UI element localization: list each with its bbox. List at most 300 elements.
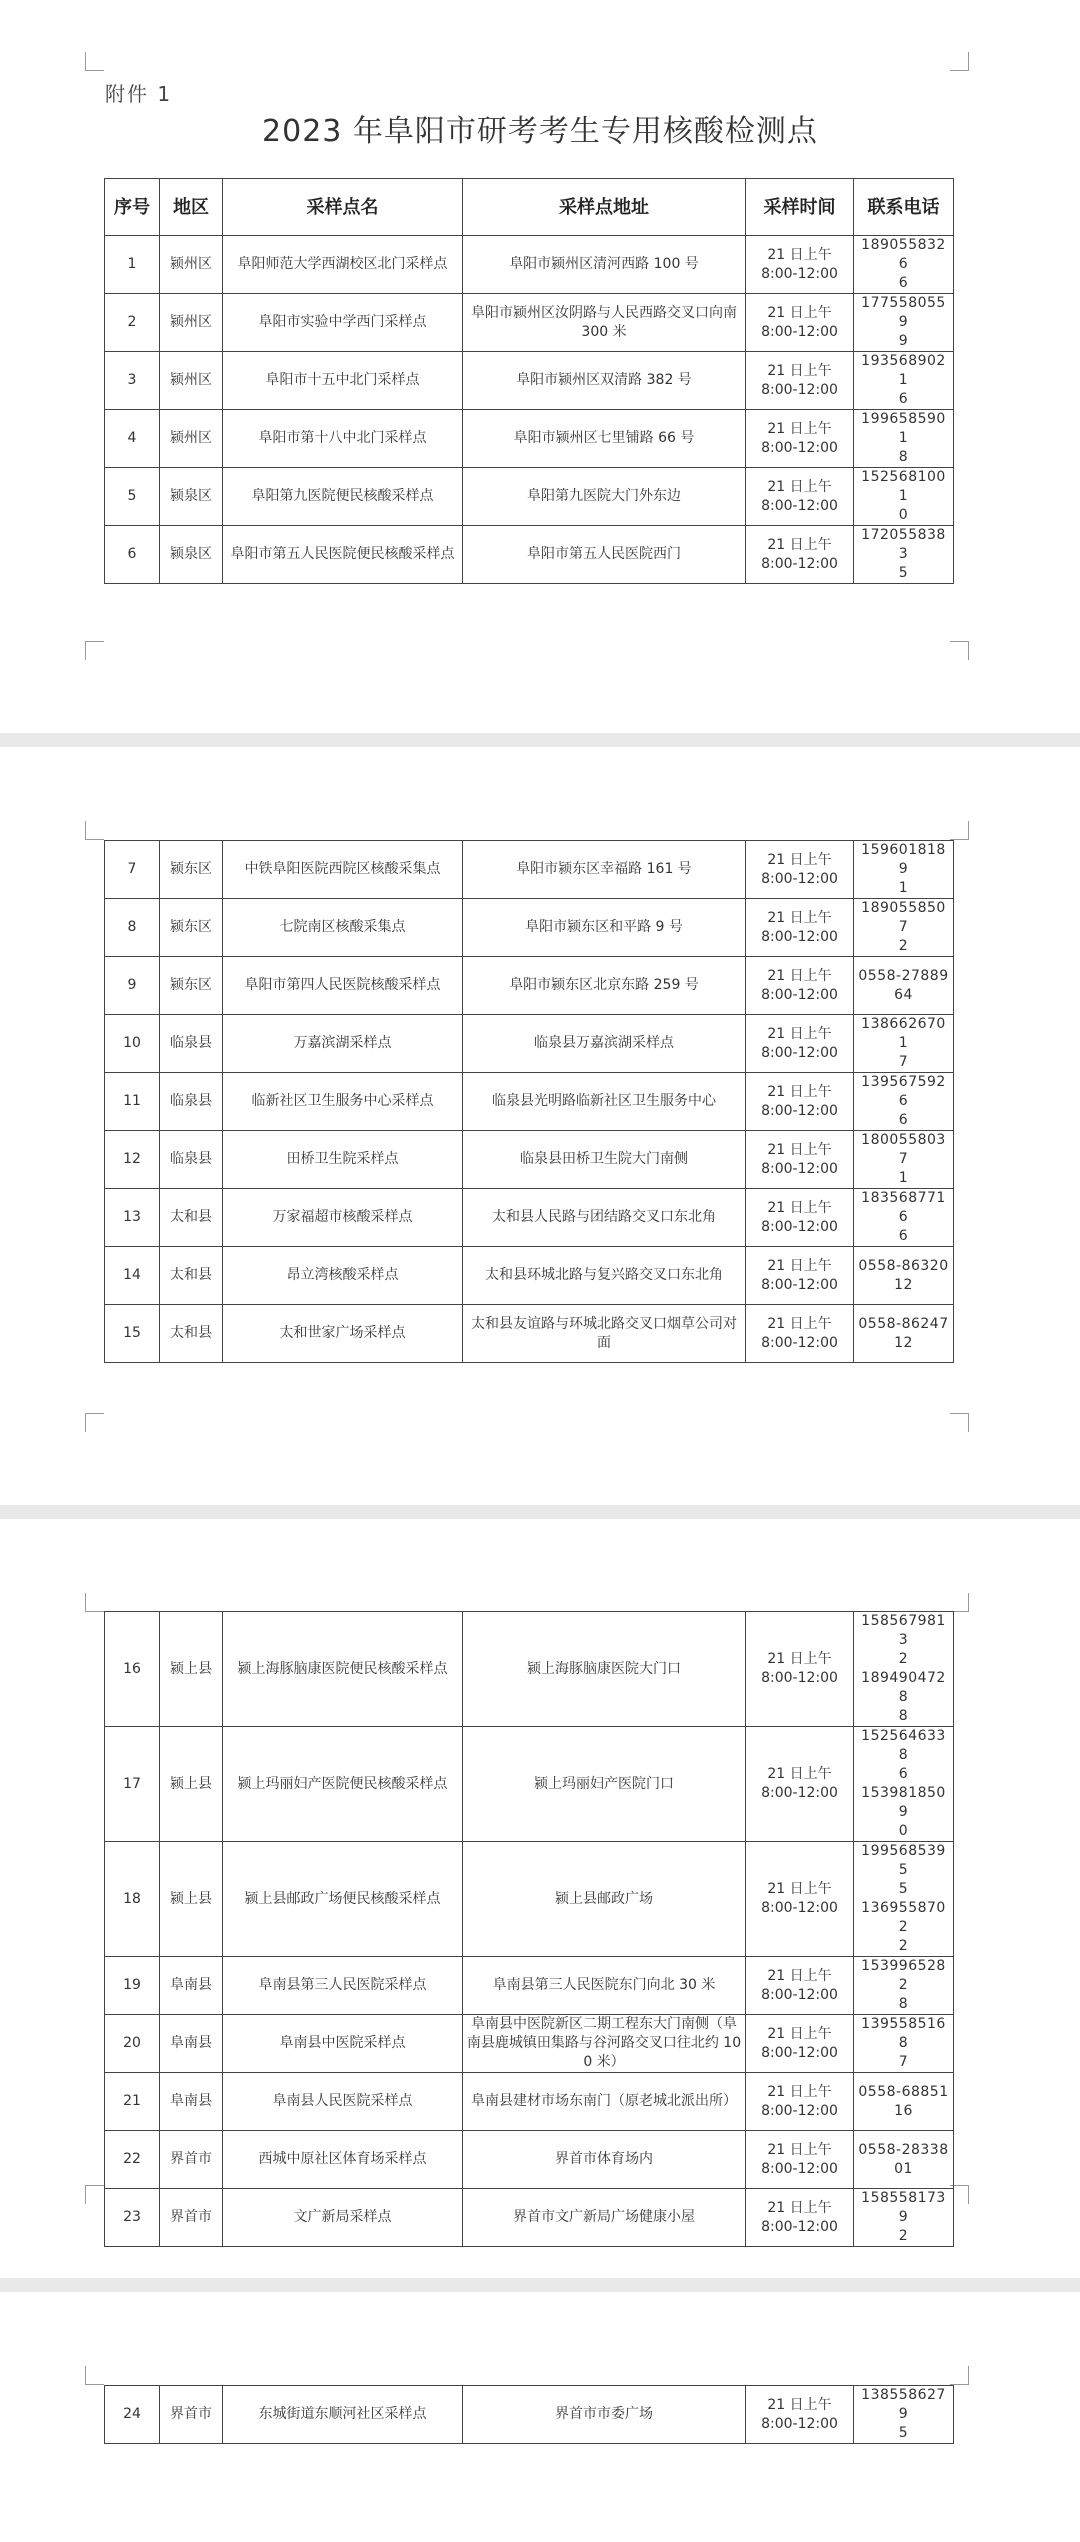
crop-mark <box>950 2366 969 2385</box>
row-site-name: 阜阳市第十八中北门采样点 <box>223 410 463 468</box>
crop-mark <box>85 641 104 660</box>
row-phone <box>854 2189 954 2247</box>
row-time-day: 21 日上午 <box>767 1257 832 1274</box>
row-site-name: 西城中原社区体育场采样点 <box>223 2131 463 2189</box>
row-region: 颍上县 <box>160 1727 223 1842</box>
table-row <box>105 294 954 352</box>
test-site-table-continued <box>104 2385 954 2444</box>
row-region: 界首市 <box>160 2386 223 2444</box>
row-address: 阜南县中医院新区二期工程东大门南侧（阜南县鹿城镇田集路与谷河路交叉口往北约 100 米） <box>463 2015 746 2073</box>
row-phone <box>854 2073 954 2131</box>
row-address: 临泉县万嘉滨湖采样点 <box>463 1015 746 1073</box>
row-time-hours: 8:00-12:00 <box>761 497 838 514</box>
row-time <box>746 2131 854 2189</box>
row-time <box>746 2073 854 2131</box>
row-phone-line: 1835687716 <box>861 1190 946 1225</box>
row-time-hours: 8:00-12:00 <box>761 1276 838 1293</box>
row-region: 颍州区 <box>160 236 223 294</box>
row-region: 临泉县 <box>160 1073 223 1131</box>
row-number: 16 <box>105 1612 160 1727</box>
table-row <box>105 1305 954 1363</box>
row-number: 3 <box>105 352 160 410</box>
row-time-day: 21 日上午 <box>767 2396 832 2413</box>
table-row <box>105 236 954 294</box>
row-time <box>746 236 854 294</box>
row-phone <box>854 1305 954 1363</box>
row-phone <box>854 2386 954 2444</box>
row-address: 临泉县光明路临新社区卫生服务中心 <box>463 1073 746 1131</box>
row-address: 阜阳第九医院大门外东边 <box>463 468 746 526</box>
row-phone <box>854 841 954 899</box>
row-time <box>746 468 854 526</box>
row-time <box>746 1131 854 1189</box>
row-time-hours: 8:00-12:00 <box>761 986 838 1003</box>
row-number: 17 <box>105 1727 160 1842</box>
row-region: 颍州区 <box>160 410 223 468</box>
row-phone2-line: 0 <box>898 1823 909 1839</box>
document-page-1 <box>0 0 1080 733</box>
row-phone-line: 1775580559 <box>861 295 946 330</box>
row-phone-line: 0558-86247 <box>858 1315 949 1332</box>
row-site-name: 阜阳第九医院便民核酸采样点 <box>223 468 463 526</box>
row-phone-line: 1596018189 <box>861 842 946 877</box>
row-phone <box>854 236 954 294</box>
row-time <box>746 1842 854 1957</box>
row-phone-line: 7 <box>898 2054 909 2070</box>
row-phone-line: 9 <box>898 333 909 349</box>
row-address: 阜阳市颍州区七里铺路 66 号 <box>463 410 746 468</box>
row-phone-line: 01 <box>894 2160 913 2177</box>
row-region: 界首市 <box>160 2131 223 2189</box>
row-number: 2 <box>105 294 160 352</box>
row-site-name: 中铁阜阳医院西院区核酸采集点 <box>223 841 463 899</box>
row-phone <box>854 294 954 352</box>
row-time-day: 21 日上午 <box>767 1025 832 1042</box>
row-address: 阜南县第三人民医院东门向北 30 米 <box>463 1957 746 2015</box>
row-phone2-line: 1894904728 <box>861 1670 946 1705</box>
row-region: 颍东区 <box>160 841 223 899</box>
row-phone-line: 7 <box>898 1054 909 1070</box>
row-address: 阜阳市第五人民医院西门 <box>463 526 746 584</box>
crop-mark <box>950 1413 969 1432</box>
row-address: 太和县友谊路与环城北路交叉口烟草公司对面 <box>463 1305 746 1363</box>
table-row <box>105 468 954 526</box>
row-address: 临泉县田桥卫生院大门南侧 <box>463 1131 746 1189</box>
row-time <box>746 352 854 410</box>
row-time-hours: 8:00-12:00 <box>761 1218 838 1235</box>
row-phone-line: 5 <box>898 1881 909 1897</box>
row-phone <box>854 899 954 957</box>
row-phone-line: 1585581739 <box>861 2190 946 2225</box>
row-phone-line: 0558-28338 <box>858 2141 949 2158</box>
row-time-day: 21 日上午 <box>767 362 832 379</box>
row-number: 21 <box>105 2073 160 2131</box>
row-time-day: 21 日上午 <box>767 536 832 553</box>
row-phone-line: 1890558507 <box>861 900 946 935</box>
row-site-name: 阜南县人民医院采样点 <box>223 2073 463 2131</box>
table-row <box>105 1131 954 1189</box>
row-time <box>746 1073 854 1131</box>
row-time <box>746 899 854 957</box>
row-phone-line: 64 <box>894 986 913 1003</box>
row-region: 阜南县 <box>160 1957 223 2015</box>
row-time-day: 21 日上午 <box>767 967 832 984</box>
row-time-hours: 8:00-12:00 <box>761 439 838 456</box>
row-region: 颍东区 <box>160 957 223 1015</box>
row-phone2-line: 1369558702 <box>861 1900 946 1935</box>
row-region: 颍上县 <box>160 1612 223 1727</box>
row-phone-line: 0 <box>898 507 909 523</box>
crop-mark <box>85 821 104 840</box>
row-address: 界首市文广新局广场健康小屋 <box>463 2189 746 2247</box>
row-phone <box>854 352 954 410</box>
row-phone <box>854 468 954 526</box>
row-phone <box>854 1131 954 1189</box>
row-time-hours: 8:00-12:00 <box>761 1670 838 1686</box>
row-phone <box>854 957 954 1015</box>
row-site-name: 东城街道东顺河社区采样点 <box>223 2386 463 2444</box>
row-phone2-line: 2 <box>898 1938 909 1954</box>
table-row <box>105 526 954 584</box>
row-site-name: 昂立湾核酸采样点 <box>223 1247 463 1305</box>
row-time-day: 21 日上午 <box>767 2083 832 2100</box>
row-site-name: 阜阳师范大学西湖校区北门采样点 <box>223 236 463 294</box>
row-address: 颍上海豚脑康医院大门口 <box>463 1612 746 1727</box>
table-row <box>105 2386 954 2444</box>
row-phone <box>854 1727 954 1842</box>
row-number: 22 <box>105 2131 160 2189</box>
row-time <box>746 957 854 1015</box>
row-time-day: 21 日上午 <box>767 304 832 321</box>
row-phone-line: 12 <box>894 1276 913 1293</box>
row-number: 7 <box>105 841 160 899</box>
row-phone <box>854 1015 954 1073</box>
row-site-name: 阜阳市十五中北门采样点 <box>223 352 463 410</box>
row-phone2-line: 8 <box>898 1708 909 1724</box>
row-time <box>746 294 854 352</box>
row-time-day: 21 日上午 <box>767 1199 832 1216</box>
row-number: 13 <box>105 1189 160 1247</box>
row-time-hours: 8:00-12:00 <box>761 1785 838 1801</box>
row-time-hours: 8:00-12:00 <box>761 555 838 572</box>
row-phone-line: 6 <box>898 391 909 407</box>
table-row <box>105 957 954 1015</box>
crop-mark <box>85 2366 104 2385</box>
row-phone-line: 6 <box>898 1228 909 1244</box>
row-phone <box>854 1957 954 2015</box>
row-number: 23 <box>105 2189 160 2247</box>
row-region: 太和县 <box>160 1247 223 1305</box>
table-row <box>105 1189 954 1247</box>
page-separator <box>0 733 1080 747</box>
row-region: 太和县 <box>160 1305 223 1363</box>
row-phone-line: 1525681001 <box>861 469 946 504</box>
row-time-day: 21 日上午 <box>767 478 832 495</box>
row-time-hours: 8:00-12:00 <box>761 265 838 282</box>
row-site-name: 田桥卫生院采样点 <box>223 1131 463 1189</box>
row-time-day: 21 日上午 <box>767 2025 832 2042</box>
row-phone-line: 0558-68851 <box>858 2083 949 2100</box>
row-time-day: 21 日上午 <box>767 1315 832 1332</box>
crop-mark <box>85 1593 104 1612</box>
row-region: 太和县 <box>160 1189 223 1247</box>
row-phone-line: 8 <box>898 1996 909 2012</box>
row-time <box>746 1957 854 2015</box>
page-separator <box>0 1505 1080 1519</box>
row-time-day: 21 日上午 <box>767 851 832 868</box>
row-region: 颍东区 <box>160 899 223 957</box>
row-time <box>746 1305 854 1363</box>
row-time <box>746 2189 854 2247</box>
table-row <box>105 1957 954 2015</box>
row-number: 4 <box>105 410 160 468</box>
row-time-hours: 8:00-12:00 <box>761 2218 838 2235</box>
table-row <box>105 2073 954 2131</box>
row-region: 颍州区 <box>160 294 223 352</box>
row-phone-line: 1385586279 <box>861 2387 946 2422</box>
row-phone <box>854 410 954 468</box>
row-time-hours: 8:00-12:00 <box>761 2102 838 2119</box>
row-region: 颍泉区 <box>160 526 223 584</box>
row-address: 界首市市委广场 <box>463 2386 746 2444</box>
header-address: 采样点地址 <box>463 179 746 236</box>
row-address: 太和县环城北路与复兴路交叉口东北角 <box>463 1247 746 1305</box>
document-page-4 <box>0 2292 1080 2542</box>
row-phone-line: 1539965282 <box>861 1958 946 1993</box>
crop-mark <box>950 52 969 71</box>
row-site-name: 颍上海豚脑康医院便民核酸采样点 <box>223 1612 463 1727</box>
row-time <box>746 1727 854 1842</box>
row-time <box>746 841 854 899</box>
row-region: 颍泉区 <box>160 468 223 526</box>
row-time-day: 21 日上午 <box>767 1766 832 1782</box>
row-phone <box>854 1842 954 1957</box>
row-number: 15 <box>105 1305 160 1363</box>
table-header-row <box>105 179 954 236</box>
table-row <box>105 1247 954 1305</box>
test-site-table-continued <box>104 1611 954 2247</box>
row-time-hours: 8:00-12:00 <box>761 2415 838 2432</box>
row-number: 6 <box>105 526 160 584</box>
row-time <box>746 526 854 584</box>
row-phone-line: 1720558383 <box>861 527 946 562</box>
table-row <box>105 899 954 957</box>
row-phone-line: 5 <box>898 565 909 581</box>
row-time-hours: 8:00-12:00 <box>761 2160 838 2177</box>
row-time-hours: 8:00-12:00 <box>761 323 838 340</box>
row-time-hours: 8:00-12:00 <box>761 870 838 887</box>
table-row <box>105 1727 954 1842</box>
table-row <box>105 2189 954 2247</box>
crop-mark <box>85 2185 104 2204</box>
row-phone-line: 6 <box>898 275 909 291</box>
row-phone <box>854 526 954 584</box>
row-time <box>746 2015 854 2073</box>
document-title: 2023 年阜阳市研考考生专用核酸检测点 <box>262 114 818 149</box>
test-site-table-continued <box>104 840 954 1363</box>
row-number: 14 <box>105 1247 160 1305</box>
row-time-day: 21 日上午 <box>767 1141 832 1158</box>
row-phone-line: 1890558326 <box>861 237 946 272</box>
row-time <box>746 1189 854 1247</box>
document-page-2 <box>0 747 1080 1505</box>
row-region: 颍州区 <box>160 352 223 410</box>
row-phone-line: 12 <box>894 1334 913 1351</box>
row-phone-line: 0558-86320 <box>858 1257 949 1274</box>
row-number: 5 <box>105 468 160 526</box>
row-phone <box>854 2015 954 2073</box>
row-phone-line: 1395675926 <box>861 1074 946 1109</box>
header-phone: 联系电话 <box>854 179 954 236</box>
table-row <box>105 841 954 899</box>
row-phone-line: 1395585168 <box>861 2016 946 2051</box>
row-time-hours: 8:00-12:00 <box>761 1044 838 1061</box>
row-phone <box>854 2131 954 2189</box>
row-phone-line: 1386626701 <box>861 1016 946 1051</box>
row-time-day: 21 日上午 <box>767 2141 832 2158</box>
row-phone-line: 1995685395 <box>861 1843 946 1878</box>
row-phone <box>854 1612 954 1727</box>
row-number: 12 <box>105 1131 160 1189</box>
table-row <box>105 2015 954 2073</box>
test-site-table <box>104 178 954 584</box>
row-phone-line: 1 <box>898 880 909 896</box>
crop-mark <box>85 52 104 71</box>
row-phone-line: 1525646338 <box>861 1728 946 1763</box>
page-separator <box>0 2278 1080 2292</box>
row-address: 阜南县建材市场东南门（原老城北派出所） <box>463 2073 746 2131</box>
row-region: 阜南县 <box>160 2015 223 2073</box>
row-phone-line: 6 <box>898 1112 909 1128</box>
row-time-hours: 8:00-12:00 <box>761 381 838 398</box>
crop-mark <box>950 1593 969 1612</box>
row-phone-line: 1800558037 <box>861 1132 946 1167</box>
row-phone <box>854 1189 954 1247</box>
row-time <box>746 1612 854 1727</box>
row-region: 临泉县 <box>160 1015 223 1073</box>
row-site-name: 阜南县中医院采样点 <box>223 2015 463 2073</box>
row-time-hours: 8:00-12:00 <box>761 2044 838 2061</box>
row-site-name: 七院南区核酸采集点 <box>223 899 463 957</box>
row-time-hours: 8:00-12:00 <box>761 1102 838 1119</box>
row-address: 阜阳市颍州区清河西路 100 号 <box>463 236 746 294</box>
row-time-day: 21 日上午 <box>767 1651 832 1667</box>
row-region: 临泉县 <box>160 1131 223 1189</box>
row-address: 颍上县邮政广场 <box>463 1842 746 1957</box>
row-site-name: 颍上县邮政广场便民核酸采样点 <box>223 1842 463 1957</box>
table-row <box>105 2131 954 2189</box>
row-time-hours: 8:00-12:00 <box>761 928 838 945</box>
row-phone <box>854 1073 954 1131</box>
row-address: 阜阳市颍东区和平路 9 号 <box>463 899 746 957</box>
row-number: 9 <box>105 957 160 1015</box>
table-row <box>105 1612 954 1727</box>
row-site-name: 阜阳市第四人民医院核酸采样点 <box>223 957 463 1015</box>
header-time: 采样时间 <box>746 179 854 236</box>
row-address: 阜阳市颍东区幸福路 161 号 <box>463 841 746 899</box>
row-phone-line: 16 <box>894 2102 913 2119</box>
row-phone <box>854 1247 954 1305</box>
row-time-hours: 8:00-12:00 <box>761 1900 838 1916</box>
row-number: 8 <box>105 899 160 957</box>
row-time-day: 21 日上午 <box>767 1967 832 1984</box>
row-time-day: 21 日上午 <box>767 1083 832 1100</box>
attachment-label: 附件 1 <box>105 82 173 106</box>
row-phone-line: 1585679813 <box>861 1613 946 1648</box>
row-phone-line: 1996585901 <box>861 411 946 446</box>
row-time-hours: 8:00-12:00 <box>761 1334 838 1351</box>
row-time <box>746 2386 854 2444</box>
row-time <box>746 1015 854 1073</box>
row-time-day: 21 日上午 <box>767 909 832 926</box>
row-phone-line: 2 <box>898 2228 909 2244</box>
row-phone2-line: 1539818509 <box>861 1785 946 1820</box>
row-address: 阜阳市颍东区北京东路 259 号 <box>463 957 746 1015</box>
row-number: 1 <box>105 236 160 294</box>
row-phone-line: 8 <box>898 449 909 465</box>
row-number: 24 <box>105 2386 160 2444</box>
row-address: 阜阳市颍州区汝阴路与人民西路交叉口向南 300 米 <box>463 294 746 352</box>
table-row <box>105 410 954 468</box>
row-phone-line: 1935689021 <box>861 353 946 388</box>
row-site-name: 阜南县第三人民医院采样点 <box>223 1957 463 2015</box>
row-address: 阜阳市颍州区双清路 382 号 <box>463 352 746 410</box>
row-number: 18 <box>105 1842 160 1957</box>
header-region: 地区 <box>160 179 223 236</box>
row-region: 阜南县 <box>160 2073 223 2131</box>
row-time-day: 21 日上午 <box>767 2199 832 2216</box>
row-site-name: 阜阳市第五人民医院便民核酸采样点 <box>223 526 463 584</box>
row-phone-line: 2 <box>898 1651 909 1667</box>
table-row <box>105 1015 954 1073</box>
row-region: 颍上县 <box>160 1842 223 1957</box>
header-no: 序号 <box>105 179 160 236</box>
document-page-3 <box>0 1519 1080 2278</box>
crop-mark <box>85 1413 104 1432</box>
row-site-name: 临新社区卫生服务中心采样点 <box>223 1073 463 1131</box>
header-site-name: 采样点名 <box>223 179 463 236</box>
row-site-name: 万家福超市核酸采样点 <box>223 1189 463 1247</box>
row-time <box>746 1247 854 1305</box>
row-time-day: 21 日上午 <box>767 246 832 263</box>
row-number: 10 <box>105 1015 160 1073</box>
row-phone-line: 6 <box>898 1766 909 1782</box>
row-number: 11 <box>105 1073 160 1131</box>
row-time-day: 21 日上午 <box>767 1881 832 1897</box>
row-address: 界首市体育场内 <box>463 2131 746 2189</box>
row-site-name: 阜阳市实验中学西门采样点 <box>223 294 463 352</box>
row-site-name: 万嘉滨湖采样点 <box>223 1015 463 1073</box>
crop-mark <box>950 641 969 660</box>
row-phone-line: 1 <box>898 1170 909 1186</box>
row-time <box>746 410 854 468</box>
table-row <box>105 1842 954 1957</box>
crop-mark <box>950 821 969 840</box>
row-phone-line: 5 <box>898 2425 909 2441</box>
row-time-hours: 8:00-12:00 <box>761 1160 838 1177</box>
row-region: 界首市 <box>160 2189 223 2247</box>
row-time-hours: 8:00-12:00 <box>761 1986 838 2003</box>
row-time-day: 21 日上午 <box>767 420 832 437</box>
table-row <box>105 1073 954 1131</box>
row-site-name: 太和世家广场采样点 <box>223 1305 463 1363</box>
row-address: 颍上玛丽妇产医院门口 <box>463 1727 746 1842</box>
row-site-name: 颍上玛丽妇产医院便民核酸采样点 <box>223 1727 463 1842</box>
row-number: 20 <box>105 2015 160 2073</box>
row-number: 19 <box>105 1957 160 2015</box>
row-phone-line: 2 <box>898 938 909 954</box>
row-address: 太和县人民路与团结路交叉口东北角 <box>463 1189 746 1247</box>
